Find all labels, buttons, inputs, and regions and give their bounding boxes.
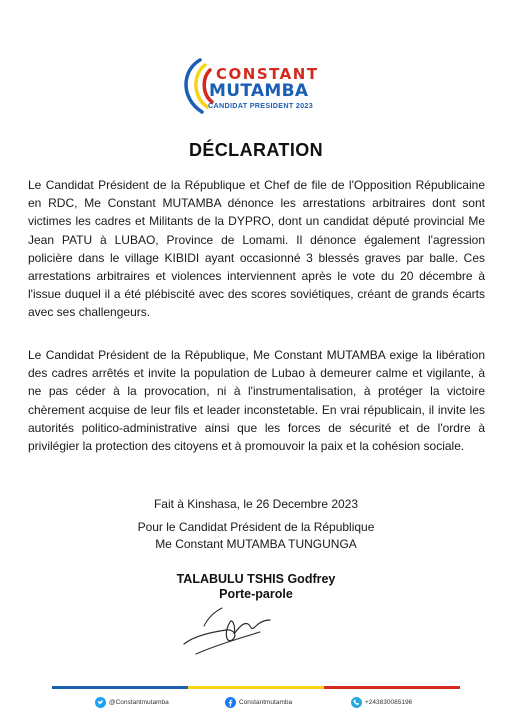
stripe-red: [324, 686, 460, 689]
footer-phone[interactable]: [351, 697, 412, 708]
footer-facebook[interactable]: [225, 697, 292, 708]
stripe-yellow: [188, 686, 324, 689]
footer-contacts: [95, 697, 435, 711]
phone-icon: [351, 697, 362, 708]
on-behalf-line-2: Me Constant MUTAMBA TUNGUNGA: [155, 537, 357, 551]
stripe-blue: [52, 686, 188, 689]
logo-subtitle: CANDIDAT PRESIDENT 2023: [208, 101, 314, 110]
handwritten-signature: [174, 596, 284, 666]
phone-number: +243830085196: [365, 699, 413, 706]
spokesperson-name: TALABULU TSHIS Godfrey: [176, 572, 336, 586]
footer-twitter[interactable]: [95, 697, 169, 708]
logo-last-name: MUTAMBA: [209, 81, 309, 101]
twitter-handle: @Constantmutamba: [109, 699, 169, 706]
spokesperson-role: Porte-parole: [219, 587, 293, 601]
paragraph-2: Le Candidat Président de la République, Me Constant MUTAMBA exige la libération des cadres arrêtés et invite la population de Lubao à demeurer calme et vigilante, à ne pas céder à la provocation, ni à l'instrumentalisation, à protéger la victoire chèrement acquise de leur fils et leader inconstetable. En vrai républicain, il invite les autorités politico-administrative ainsi que les forces de sécurité et de l'ordre à privilégier la protection des citoyens et à promouvoir la paix et la cohésion sociale.: [28, 348, 485, 454]
facebook-icon: [225, 697, 236, 708]
flag-stripe-divider: [52, 686, 460, 689]
facebook-handle: Constantmutamba: [239, 699, 293, 706]
place-date: Fait à Kinshasa, le 26 Decembre 2023: [153, 497, 359, 511]
document-title: DÉCLARATION: [188, 140, 324, 160]
logo-first-name: CONSTANT: [216, 65, 319, 83]
on-behalf-line-1: Pour le Candidat Président de la République: [137, 520, 375, 534]
campaign-logo: [176, 56, 336, 116]
paragraph-1: Le Candidat Président de la République et Chef de file de l'Opposition Républicaine en RDC, Me Constant MUTAMBA dénonce les arrestations arbitraires dont sont victimes les cadres et Militants de la DYPRO, dont un candidat député provincial Me Jean PATU à LUBAO, Province de Lomami. Il dénonce également l'agression policière dans le village KIBIDI ayant occasionné 3 blessés graves par balle. Ces arrestations arbitraires et violences interviennent après le vote du 20 décembre à l'issue duquel il a été plébiscité avec des scores soviétiques, créant de grands écarts avec ses challengeurs.: [28, 178, 485, 320]
twitter-icon: [95, 697, 106, 708]
